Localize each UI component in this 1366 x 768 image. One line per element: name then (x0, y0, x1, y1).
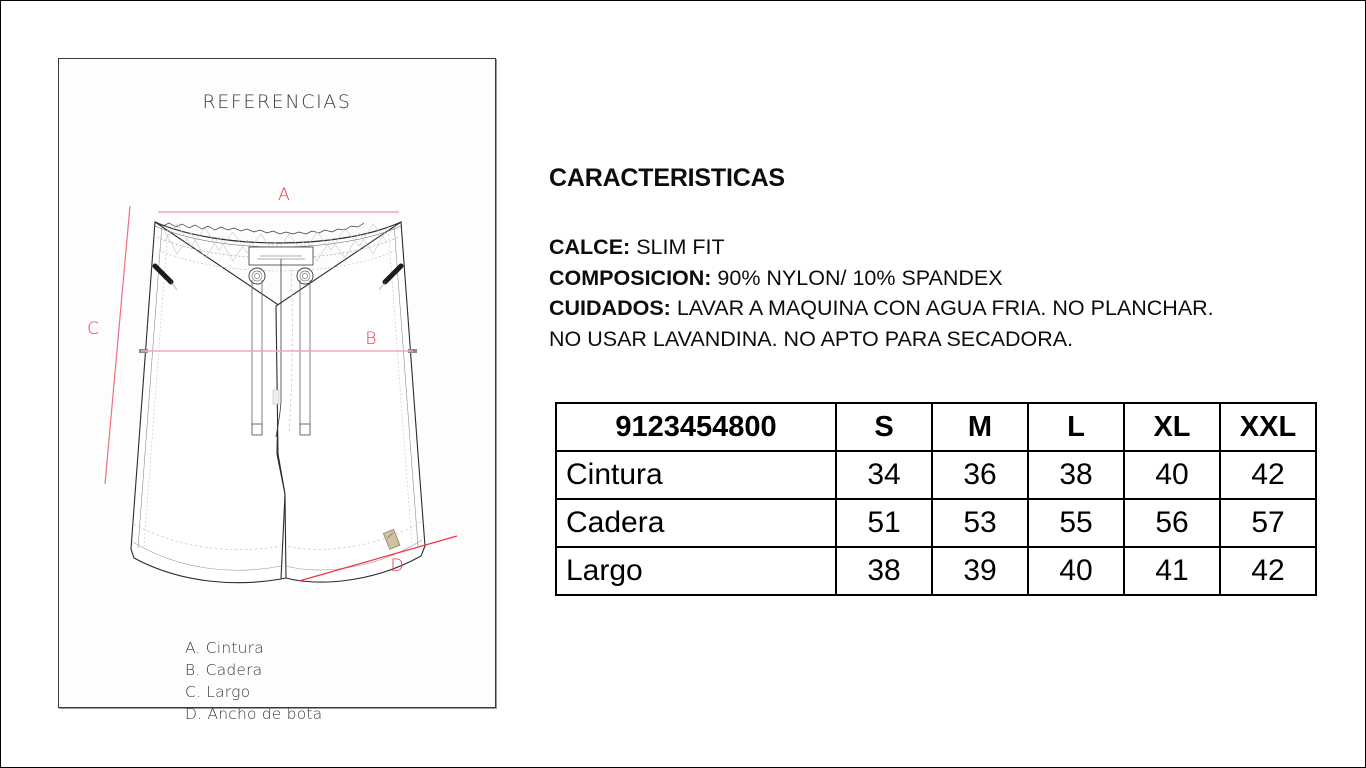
spec-value-calce: SLIM FIT (630, 235, 725, 259)
spec-row-composicion (549, 263, 1214, 294)
spec-key-composicion: COMPOSICION: (549, 265, 712, 290)
cell-cintura-s: 34 (836, 451, 932, 499)
table-header-size-l: L (1028, 403, 1124, 451)
measure-label-b: B (365, 329, 377, 349)
spec-key-cuidados: CUIDADOS: (549, 296, 671, 320)
table-row (556, 547, 1316, 595)
table-header-size-xl: XL (1124, 403, 1220, 451)
spec-row-cuidados-continued: NO USAR LAVANDINA. NO APTO PARA SECADORA. (549, 326, 1074, 351)
row-label-cadera: Cadera (556, 499, 836, 547)
row-label-cintura: Cintura (556, 451, 836, 499)
cell-cadera-s: 51 (836, 499, 932, 547)
legend-item-d: D. Ancho de bota (185, 705, 323, 723)
spec-value-composicion: 90% NYLON/ 10% SPANDEX (711, 265, 1003, 290)
legend-item-a: A. Cintura (185, 639, 264, 657)
cell-cadera-xl: 56 (1124, 499, 1220, 547)
spec-row-cuidados (549, 293, 1214, 324)
cell-cintura-m: 36 (932, 451, 1028, 499)
cell-cintura-xl: 40 (1124, 451, 1220, 499)
characteristics-list (549, 232, 1214, 354)
cell-largo-m: 39 (932, 547, 1028, 595)
size-table (555, 402, 1317, 596)
cell-largo-l: 40 (1028, 547, 1124, 595)
legend-item-c: C. Largo (185, 683, 251, 701)
row-label-largo: Largo (556, 547, 836, 595)
cell-cadera-l: 55 (1028, 499, 1124, 547)
spec-row-calce (549, 232, 1214, 263)
table-header-size-m: M (932, 403, 1028, 451)
references-panel (58, 58, 496, 723)
spec-key-calce: CALCE: (549, 235, 631, 259)
shorts-technical-drawing-svg (59, 154, 497, 584)
measure-label-d: D (390, 556, 404, 576)
cell-cintura-xxl: 42 (1220, 451, 1316, 499)
table-header-row (556, 403, 1316, 451)
measure-line-c (105, 206, 130, 484)
cell-cadera-m: 53 (932, 499, 1028, 547)
characteristics-heading: CARACTERISTICAS (549, 164, 785, 192)
cell-cintura-l: 38 (1028, 451, 1124, 499)
table-row (556, 451, 1316, 499)
references-title: REFERENCIAS (202, 91, 352, 113)
legend-item-b: B. Cadera (185, 661, 263, 679)
spec-value-cuidados: LAVAR A MAQUINA CON AGUA FRIA. NO PLANCHAR. (670, 296, 1214, 320)
cell-largo-xl: 41 (1124, 547, 1220, 595)
measurement-legend (185, 637, 322, 725)
table-header-size-s: S (836, 403, 932, 451)
table-row (556, 499, 1316, 547)
cell-largo-s: 38 (836, 547, 932, 595)
cell-cadera-xxl: 57 (1220, 499, 1316, 547)
table-sku-cell: 9123454800 (556, 403, 836, 451)
measure-label-c: C (87, 319, 99, 339)
table-header-size-xxl: XXL (1220, 403, 1316, 451)
measure-label-a: A (278, 185, 290, 205)
cell-largo-xxl: 42 (1220, 547, 1316, 595)
